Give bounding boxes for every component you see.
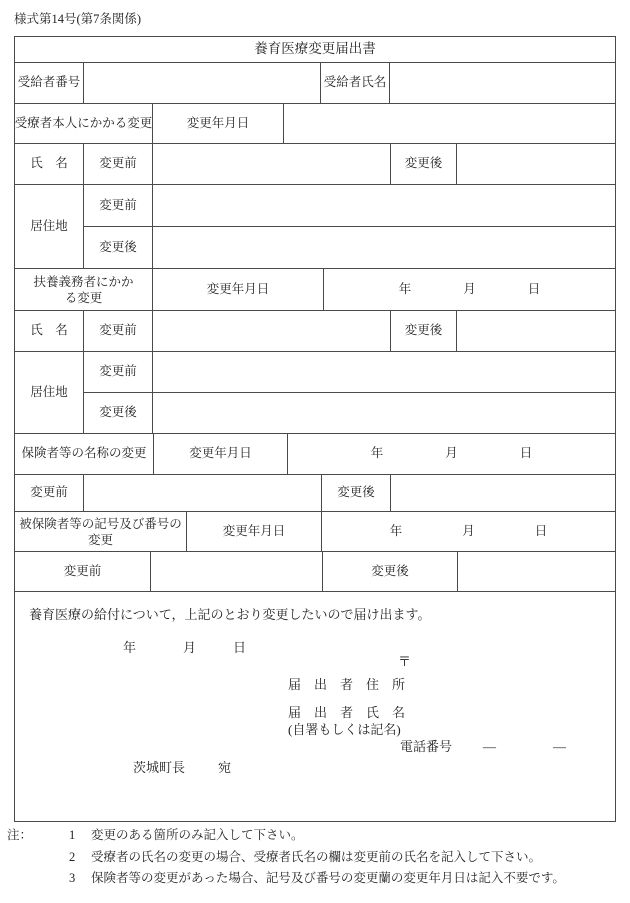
insurer-change-row — [15, 434, 615, 475]
patient-name-label: 氏 名 — [15, 144, 84, 184]
dependent-change-line1: 扶養義務者にかか — [33, 274, 134, 289]
declarant-address-label: 届 出 者 住 所 — [288, 677, 406, 692]
declaration-month-label: 月 — [183, 640, 197, 655]
footnotes — [7, 828, 623, 893]
insured-before-after-row — [15, 552, 615, 592]
recipient-number-field — [84, 63, 321, 103]
insurer-before-after-row — [15, 475, 615, 512]
recipient-row — [15, 63, 615, 104]
recipient-name-label: 受給者氏名 — [321, 63, 390, 103]
footnote-2 — [7, 850, 623, 866]
dependent-change-section-label — [15, 269, 153, 310]
postal-mark-icon: 〒 — [398, 654, 412, 669]
addressee-label: 茨城町長 — [133, 760, 186, 775]
recipient-name-field — [390, 63, 615, 103]
dependent-name-before-label: 変更前 — [84, 311, 153, 351]
dependent-change-line2: る変更 — [64, 290, 103, 305]
dependent-name-before-field — [153, 311, 391, 351]
insured-number-change-row — [15, 512, 615, 552]
dependent-name-after-label: 変更後 — [391, 311, 457, 351]
declaration-day-label: 日 — [233, 640, 247, 655]
recipient-number-label: 受給者番号 — [15, 63, 84, 103]
dependent-name-label: 氏 名 — [15, 311, 84, 351]
dependent-residence-before-field — [153, 352, 615, 392]
insured-after-field — [458, 552, 615, 591]
footnote-1-text: 変更のある箇所のみ記入して下さい。 — [91, 828, 304, 842]
year-label: 年 — [370, 446, 384, 461]
patient-residence-group — [15, 185, 615, 269]
month-label: 月 — [462, 523, 475, 538]
patient-change-date-label: 変更年月日 — [153, 104, 284, 143]
month-label: 月 — [445, 446, 458, 461]
dependent-residence-group — [15, 352, 615, 434]
patient-name-before-field — [153, 144, 391, 184]
day-label: 日 — [519, 446, 533, 461]
dependent-residence-after-label: 変更後 — [84, 393, 153, 433]
dependent-residence-after-field — [153, 393, 615, 433]
patient-name-before-label: 変更前 — [84, 144, 153, 184]
dependent-residence-after-row — [84, 393, 615, 433]
patient-change-section-label: 受療者本人にかかる変更 — [15, 104, 153, 143]
form-title-row — [15, 37, 615, 63]
insurer-change-date-field — [288, 434, 615, 474]
patient-name-row — [15, 144, 615, 185]
patient-residence-label: 居住地 — [15, 185, 84, 268]
phone-number-label: 電話番号 — [400, 739, 453, 754]
insured-number-date-field — [322, 512, 615, 551]
footnote-heading: 注： — [7, 828, 33, 842]
dependent-residence-before-label: 変更前 — [84, 352, 153, 392]
insured-number-line1: 被保険者等の記号及び番号の — [19, 516, 182, 531]
footnote-1 — [7, 828, 623, 844]
patient-name-after-field — [457, 144, 615, 184]
insured-number-date-label: 変更年月日 — [187, 512, 322, 551]
insured-number-line2: 変更 — [87, 532, 113, 547]
patient-change-row — [15, 104, 615, 144]
dependent-change-date-field — [324, 269, 615, 310]
form-number-label: 様式第14号(第7条関係) — [14, 12, 142, 26]
insurer-after-field — [391, 475, 615, 511]
insurer-before-label: 変更前 — [15, 475, 84, 511]
insurer-before-field — [84, 475, 322, 511]
patient-residence-before-field — [153, 185, 615, 226]
dependent-change-row — [15, 269, 615, 311]
insurer-after-label: 変更後 — [322, 475, 391, 511]
patient-name-after-label: 変更後 — [391, 144, 457, 184]
patient-change-date-field — [284, 104, 615, 143]
form-table — [14, 36, 616, 822]
day-label: 日 — [534, 523, 548, 538]
patient-residence-after-field — [153, 227, 615, 268]
phone-dash-2: ― — [553, 739, 566, 754]
patient-residence-before-row — [84, 185, 615, 227]
form-title: 養育医療変更届出書 — [254, 41, 376, 57]
dependent-change-date-label: 変更年月日 — [153, 269, 324, 310]
dependent-name-after-field — [457, 311, 615, 351]
declaration-statement: 養育医療の給付について，上記のとおり変更したいので届け出ます。 — [29, 607, 431, 622]
phone-dash-1: ― — [483, 739, 496, 754]
addressee-suffix-label: 宛 — [218, 760, 232, 775]
dependent-residence-before-row — [84, 352, 615, 393]
declarant-name-note: (自署もしくは記名) — [288, 722, 401, 737]
insured-after-label: 変更後 — [323, 552, 458, 591]
footnote-2-number: 2 — [69, 849, 76, 864]
declaration-box — [15, 592, 615, 821]
footnote-3-text: 保険者等の変更があった場合、記号及び番号の変更蘭の変更年月日は記入不要です。 — [91, 871, 565, 886]
dependent-residence-label: 居住地 — [15, 352, 84, 433]
footnote-1-number: 1 — [69, 828, 76, 842]
patient-residence-after-label: 変更後 — [84, 227, 153, 268]
insured-before-field — [151, 552, 323, 591]
footnote-3-number: 3 — [69, 871, 76, 886]
year-label: 年 — [398, 281, 412, 296]
insurer-change-section-label: 保険者等の名称の変更 — [15, 434, 154, 474]
dependent-name-row — [15, 311, 615, 352]
year-label: 年 — [389, 523, 403, 538]
patient-residence-after-row — [84, 227, 615, 268]
day-label: 日 — [527, 281, 541, 296]
insured-number-section-label — [15, 512, 187, 551]
footnote-3 — [7, 871, 623, 887]
insured-before-label: 変更前 — [15, 552, 151, 591]
declarant-name-label: 届 出 者 氏 名 — [288, 705, 406, 720]
insurer-change-date-label: 変更年月日 — [154, 434, 288, 474]
patient-residence-before-label: 変更前 — [84, 185, 153, 226]
footnote-2-text: 受療者の氏名の変更の場合、受療者氏名の欄は変更前の氏名を記入して下さい。 — [91, 849, 542, 864]
month-label: 月 — [463, 281, 476, 296]
declaration-year-label: 年 — [123, 640, 137, 655]
